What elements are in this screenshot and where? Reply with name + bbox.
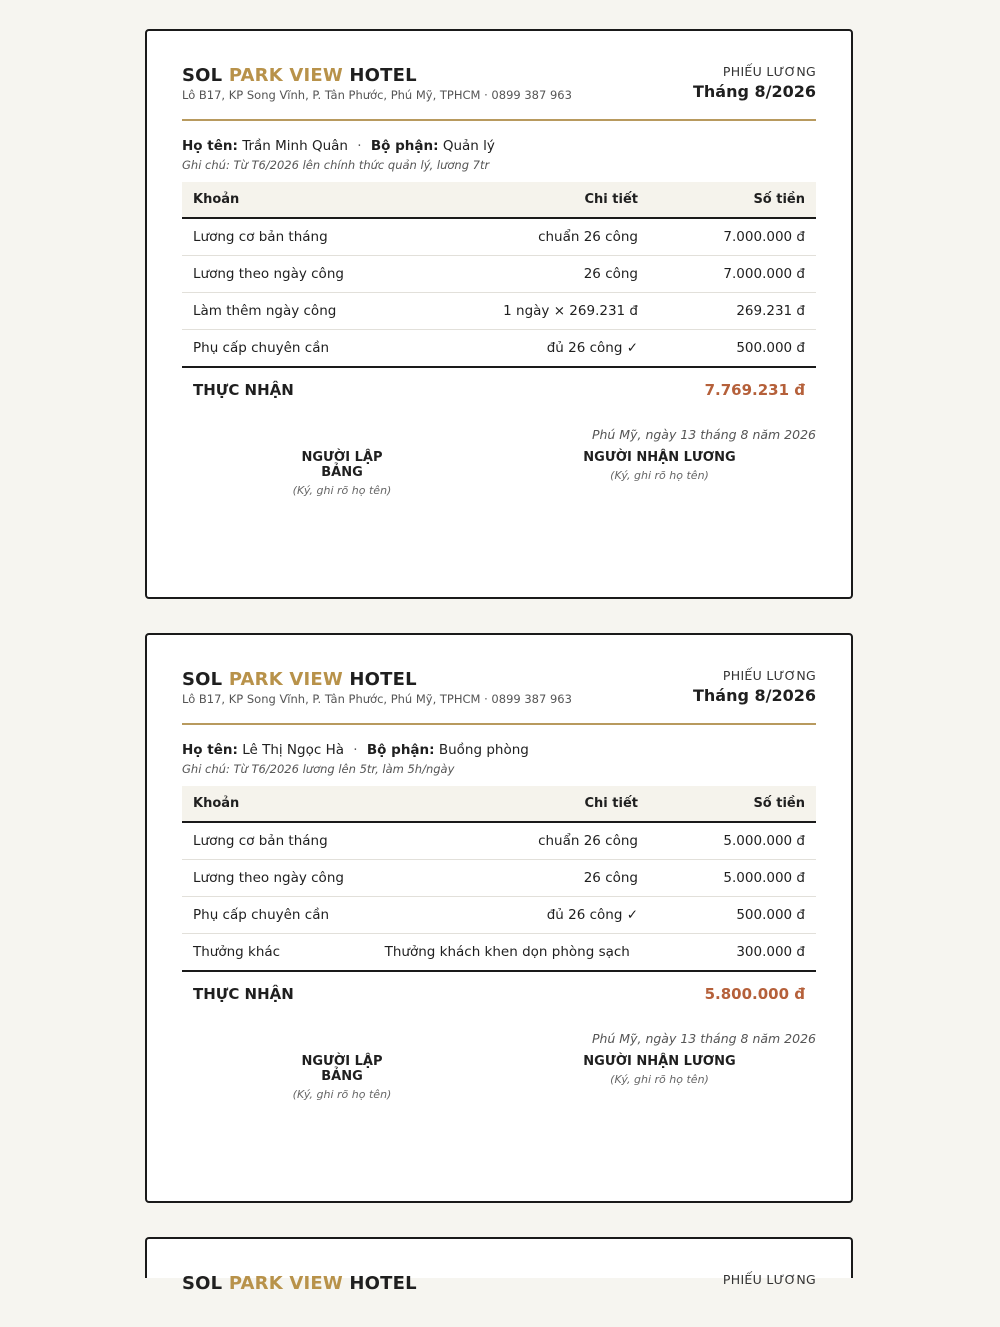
employee-info: Họ tên: Trần Minh Quân · Bộ phận: Quản lý: [182, 138, 495, 154]
detail-cell: đủ 26 công ✓: [427, 330, 649, 368]
col-detail-header: Chi tiết: [365, 786, 649, 822]
employee-name: Trần Minh Quân: [242, 138, 348, 154]
hotel-name: SOL PARK VIEW HOTEL: [182, 669, 417, 690]
receiver-title: NGƯỜI NHẬN LƯƠNG: [583, 1054, 736, 1069]
item-cell: Lương cơ bản tháng: [182, 822, 365, 860]
item-cell: Lương theo ngày công: [182, 256, 427, 293]
table-header-row: [182, 182, 816, 218]
receiver-hint: (Ký, ghi rõ họ tên): [610, 469, 709, 482]
table-header-row: [182, 786, 816, 822]
item-cell: Phụ cấp chuyên cần: [182, 897, 365, 934]
document-type: PHIẾU LƯƠNG: [722, 64, 816, 79]
employee-note: Ghi chú: Từ T6/2026 lên chính thức quản lý, lương 7tr: [182, 158, 490, 172]
table-row: [182, 822, 816, 860]
preparer-title: NGƯỜI LẬP BẢNG: [301, 1054, 383, 1084]
hotel-name: SOL PARK VIEW HOTEL: [182, 65, 417, 86]
employee-note: Ghi chú: Từ T6/2026 lương lên 5tr, làm 5h/ngày: [182, 762, 455, 776]
col-item-header: Khoản: [182, 786, 365, 822]
detail-cell: Thưởng khách khen dọn phòng sạch: [365, 934, 649, 972]
amount-cell: 5.000.000 đ: [649, 860, 816, 897]
pay-month: Tháng 8/2026: [692, 82, 816, 101]
document-type: PHIẾU LƯƠNG: [722, 1272, 816, 1287]
table-row: [182, 256, 816, 293]
receiver-signature: [582, 1054, 737, 1086]
detail-cell: đủ 26 công ✓: [365, 897, 649, 934]
detail-cell: chuẩn 26 công: [427, 218, 649, 256]
department-label: Bộ phận:: [370, 138, 439, 154]
issue-date: Phú Mỹ, ngày 13 tháng 8 năm 2026: [591, 427, 816, 442]
amount-cell: 500.000 đ: [649, 330, 816, 368]
document-type: PHIẾU LƯƠNG: [722, 668, 816, 683]
item-cell: Thưởng khác: [182, 934, 365, 972]
department-value: Quản lý: [442, 138, 495, 154]
hotel-name: SOL PARK VIEW HOTEL: [182, 1273, 417, 1294]
amount-cell: 269.231 đ: [649, 293, 816, 330]
department-value: Buồng phòng: [438, 742, 529, 758]
item-cell: Làm thêm ngày công: [182, 293, 427, 330]
table-row: [182, 934, 816, 972]
amount-cell: 300.000 đ: [649, 934, 816, 972]
hotel-address: Lô B17, KP Song Vĩnh, P. Tân Phước, Phú Mỹ, TPHCM · 0899 387 963: [182, 692, 572, 706]
amount-cell: 7.000.000 đ: [649, 256, 816, 293]
payslip-header: [182, 57, 816, 121]
preparer-signature: [282, 450, 402, 497]
receiver-signature: [582, 450, 737, 482]
name-label: Họ tên:: [182, 138, 238, 154]
department-label: Bộ phận:: [366, 742, 435, 758]
preparer-hint: (Ký, ghi rõ họ tên): [292, 1088, 392, 1101]
net-pay-label: THỰC NHẬN: [193, 381, 294, 399]
net-pay-row: [182, 985, 816, 1003]
hotel-address: Lô B17, KP Song Vĩnh, P. Tân Phước, Phú Mỹ, TPHCM · 0899 387 963: [182, 88, 572, 102]
signature-block: [182, 450, 816, 497]
payslip-card: [145, 29, 853, 599]
col-detail-header: Chi tiết: [427, 182, 649, 218]
table-row: [182, 897, 816, 934]
net-pay-row: [182, 381, 816, 399]
table-row: [182, 218, 816, 256]
preparer-title: NGƯỜI LẬP BẢNG: [301, 450, 383, 480]
detail-cell: 26 công: [427, 256, 649, 293]
table-row: [182, 860, 816, 897]
signature-block: [182, 1054, 816, 1101]
detail-cell: 1 ngày × 269.231 đ: [427, 293, 649, 330]
amount-cell: 7.000.000 đ: [649, 218, 816, 256]
net-pay-value: 5.800.000 đ: [704, 985, 805, 1003]
amount-cell: 500.000 đ: [649, 897, 816, 934]
detail-cell: chuẩn 26 công: [365, 822, 649, 860]
issue-date: Phú Mỹ, ngày 13 tháng 8 năm 2026: [591, 1031, 816, 1046]
employee-name: Lê Thị Ngọc Hà: [242, 742, 344, 758]
name-label: Họ tên:: [182, 742, 238, 758]
receiver-hint: (Ký, ghi rõ họ tên): [610, 1073, 709, 1086]
table-row: [182, 330, 816, 368]
payslip-header: [182, 661, 816, 725]
item-cell: Lương cơ bản tháng: [182, 218, 427, 256]
employee-info: Họ tên: Lê Thị Ngọc Hà · Bộ phận: Buồng phòng: [182, 742, 529, 758]
preparer-hint: (Ký, ghi rõ họ tên): [292, 484, 392, 497]
salary-table: [182, 786, 816, 972]
item-cell: Phụ cấp chuyên cần: [182, 330, 427, 368]
salary-table: [182, 182, 816, 368]
net-pay-label: THỰC NHẬN: [193, 985, 294, 1003]
col-amount-header: Số tiền: [649, 182, 816, 218]
payslip-card: [145, 1237, 853, 1294]
amount-cell: 5.000.000 đ: [649, 822, 816, 860]
item-cell: Lương theo ngày công: [182, 860, 365, 897]
receiver-title: NGƯỜI NHẬN LƯƠNG: [583, 450, 736, 465]
col-item-header: Khoản: [182, 182, 427, 218]
table-row: [182, 293, 816, 330]
detail-cell: 26 công: [365, 860, 649, 897]
col-amount-header: Số tiền: [649, 786, 816, 822]
net-pay-value: 7.769.231 đ: [704, 381, 805, 399]
preparer-signature: [282, 1054, 402, 1101]
pay-month: Tháng 8/2026: [692, 686, 816, 705]
payslip-card: [145, 633, 853, 1203]
payslip-header: [182, 1265, 816, 1327]
